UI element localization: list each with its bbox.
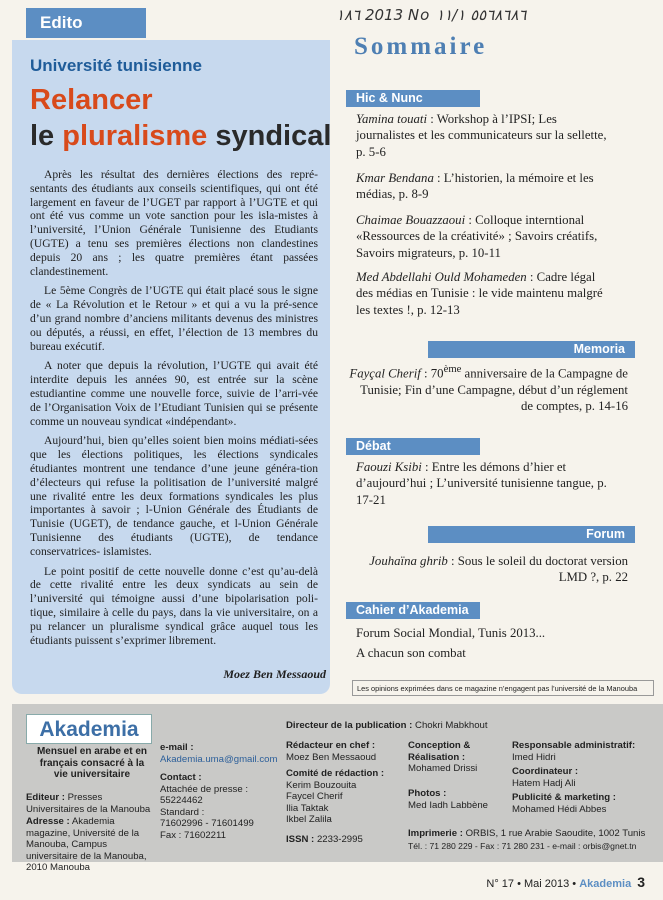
label: Editeur :	[26, 792, 65, 803]
sommaire-entry[interactable]	[356, 111, 614, 160]
entry-author: Kmar Bendana	[356, 171, 434, 185]
sommaire-entry[interactable]	[356, 269, 612, 318]
value: 2233-2995	[316, 834, 363, 845]
value: Ilia Taktak	[286, 802, 329, 814]
title-pre: le	[30, 120, 63, 152]
entry-text: : Cadre légal des médias en Tunisie : le vide maintenu malgré les textes !, p. 12-13	[356, 270, 603, 317]
disclaimer: Les opinions exprimées dans ce magazine n’engagent pas l’université de la Manouba	[352, 680, 654, 696]
directeur-block	[286, 720, 646, 732]
value: Akademia magazine, Université de la Manouba, Campus universitaire de la Manouba, 2010 Manouba	[26, 816, 147, 873]
redacteur-block	[286, 740, 404, 763]
imprimerie-tel: Tél. : 71 280 229 - Fax : 71 280 231 - e-mail : orbis@gnet.tn	[408, 841, 637, 851]
value: Moez Ben Messaoud	[286, 751, 377, 763]
sommaire-entry[interactable]	[356, 553, 628, 586]
entry-author: Yamina touati	[356, 112, 427, 126]
email-link[interactable]: Akademia.uma@gmail.com	[160, 753, 278, 765]
edito-paragraph: Le 5ème Congrès de l’UGTE qui était placé sous le signe de « La Révolution et le Retour » et qui a vu la pré-sence d’un grand nombre d’anciens militants devenus des ministres ou députés, a réussi, en effet, l’élection de 13 membres du bureau exécutif.	[30, 284, 318, 353]
entry-text: : 70	[420, 366, 444, 381]
entry-text: : Entre les démons d’hier et d’aujourd’hui ; L’université tunisienne tangue, p. 17-21	[356, 460, 607, 507]
value: Fax : 71602211	[160, 829, 226, 841]
value: Med Iadh Labbène	[408, 799, 489, 811]
sommaire-entry[interactable]	[356, 459, 614, 508]
section-cahier: Cahier d’Akademia	[346, 602, 480, 619]
edito-title-line2	[30, 118, 331, 154]
entry-text: anniversaire de la Campagne de Tunisie; Fin d’une Campagne, début d’un réglement de comptes, p. 14-16	[360, 366, 628, 414]
value: Hatem Hadj Ali	[512, 777, 576, 789]
value: ORBIS, 1 rue Arabie Saoudite, 1002 Tunis	[465, 828, 646, 839]
edito-paragraph: Le point positif de cette nouvelle donne c’est qu’au-delà de cette rivalité entre les deux syndicats au sein de l’université qui témoigne aussi d’une bipolarisation poli-tique, similaire à celle du pays, dans la vie universitaire, on a pu relancer un pluralisme syndical grâce auquel tous les étudiants puissent s’exprimer librement.	[30, 564, 318, 647]
entry-text: : Workshop à l’IPSI; Les journalistes et les communicateurs sur la sellette, p. 5-6	[356, 112, 607, 159]
sommaire-entry[interactable]: Forum Social Mondial, Tunis 2013...	[356, 626, 546, 640]
edito-signature: Moez Ben Messaoud	[223, 667, 326, 681]
contact-block	[160, 772, 278, 841]
entry-author: Fayçal Cherif	[349, 366, 421, 381]
section-memoria: Memoria	[428, 341, 635, 358]
value: Faycel Cherif	[286, 791, 343, 802]
label: Adresse :	[26, 816, 70, 827]
entry-author: Med Abdellahi Ould Mohameden	[356, 270, 527, 284]
entry-sup: ème	[443, 364, 462, 375]
akademia-logo: Akademia	[26, 714, 152, 744]
entry-author: Chaimae Bouazzaoui	[356, 213, 466, 227]
title-post: syndical	[207, 120, 332, 152]
email-block	[160, 742, 278, 765]
value: Mohamed Drissi	[408, 763, 478, 774]
value: Standard :	[160, 806, 205, 818]
edito-kicker: Université tunisienne	[30, 56, 202, 75]
value: 71602996 - 71601499	[160, 818, 254, 829]
coordinateur-block	[512, 766, 658, 789]
label: Photos :	[408, 788, 447, 799]
edito-paragraph: Aujourd’hui, bien qu’elles soient bien moins médiati-sées que les élections politiques, les élections syndicales étudiantes montrent une tendance d’une jeune généra-tion d’électeurs qui refuse la politisation de l’université malgré une rivalité entre les deux formations syndicales les plus importantes à savoir ; l-Union Générale des Étudiants de Tunisie (UGET), de tendance gauche, et l-Union Générale Tunisienne des étudiants (UGTE), de tendance conservatrices- islamistes.	[30, 434, 318, 558]
photos-block	[408, 788, 508, 811]
entry-author: Faouzi Ksibi	[356, 460, 422, 474]
label: Comité de rédaction :	[286, 768, 385, 779]
section-hic-nunc: Hic & Nunc	[346, 90, 480, 107]
sommaire-entry[interactable]	[356, 170, 616, 203]
sommaire-entry[interactable]	[346, 362, 628, 414]
logo-tagline: Mensuel en arabe et en français consacré à la vie universitaire	[36, 746, 148, 780]
brand-name: Akademia	[579, 878, 632, 890]
entry-author: Jouhaïna ghrib	[369, 554, 448, 568]
entry-text: : Colloque interntional «Ressources de la créativité» ; Savoirs créatifs, Savoirs migrateurs, p. 10-11	[356, 213, 598, 260]
value: Kerim Bouzouita	[286, 779, 357, 791]
conception-block	[408, 740, 508, 775]
title-accent: pluralisme	[62, 120, 208, 152]
label: Imprimerie :	[408, 828, 463, 839]
label: Coordinateur :	[512, 766, 579, 777]
value: 55224462	[160, 795, 203, 806]
label: Directeur de la publication :	[286, 720, 413, 731]
publicite-block	[512, 792, 658, 815]
edito-paragraph: Après les résultat des dernières élections des repré-sentants des étudiants aux conseils scientifiques, qui ont été largement en faveur de l’UGET par rapport à l’UGTE et qui ont été vus comme un vote sanction pour les isla-mistes à l’université, l’Union Générale Tunisienne des Etudiants (UGTE) a tenu ses premières élections non clandestines depuis 20 ans ; les quatre premières étant passées clandestinement.	[30, 168, 318, 278]
value: Presses Universitaires de la Manouba	[26, 792, 151, 815]
entry-text: : L’historien, la mémoire et les médias, p. 8-9	[356, 171, 594, 202]
label: Rédacteur en chef :	[286, 740, 376, 751]
section-forum: Forum	[428, 526, 635, 543]
sommaire-title: Sommaire	[354, 33, 488, 60]
value: Attachée de presse :	[160, 783, 248, 795]
comite-block	[286, 768, 404, 826]
imprimerie-block	[408, 828, 660, 840]
issue-info: N° 17 • Mai 2013 •	[486, 878, 577, 890]
handwritten-note: ١٨٦ 2013 No ٥٥٦٨٦٨٦ ١١/١	[336, 6, 527, 24]
value: Ikbel Zalila	[286, 814, 332, 825]
label: Publicité & marketing :	[512, 792, 616, 803]
label: Conception & Réalisation :	[408, 740, 471, 763]
section-debat: Débat	[346, 438, 480, 455]
sommaire-entry[interactable]	[356, 212, 616, 261]
value: Chokri Mabkhout	[415, 720, 488, 731]
label: Contact :	[160, 772, 202, 783]
page-footer	[486, 874, 645, 890]
label: Responsable administratif:	[512, 740, 636, 751]
adresse-block	[26, 816, 158, 874]
edito-title-line1: Relancer	[30, 84, 153, 116]
edito-body	[30, 168, 318, 653]
label: ISSN :	[286, 834, 315, 845]
edito-tab: Edito	[26, 8, 146, 38]
value: Imed Hidri	[512, 751, 556, 763]
page-number: 3	[637, 874, 645, 890]
edito-paragraph: A noter que depuis la révolution, l’UGTE qui avait été interdite depuis les années 90, est entrée sur la scène estudiantine comme une nouvelle force, suivie de l’arri-vée de l’Organisation Voix de l’Etudiant Tunisien qui se présente comme un nouveau syndicat «indépendant».	[30, 359, 318, 428]
sommaire-entry[interactable]: A chacun son combat	[356, 646, 466, 660]
issn-block	[286, 834, 404, 846]
editeur-block	[26, 792, 156, 815]
label: e-mail :	[160, 742, 194, 753]
entry-text: : Sous le soleil du doctorat version LMD ?, p. 22	[447, 554, 628, 585]
responsable-block	[512, 740, 658, 763]
value: Mohamed Hédi Abbes	[512, 803, 607, 815]
